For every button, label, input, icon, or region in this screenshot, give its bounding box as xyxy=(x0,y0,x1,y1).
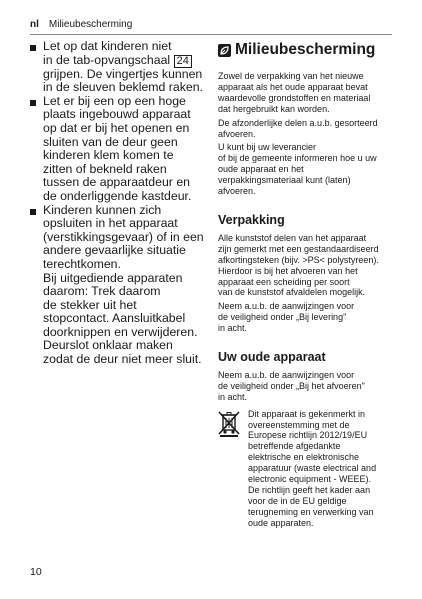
text-line: in acht. xyxy=(218,391,248,402)
text-line: waardevolle grondstoffen en materiaal xyxy=(218,92,371,103)
text-line: sluiten van de deur geen xyxy=(43,134,178,149)
text-line: overeenstemming met de xyxy=(248,419,350,430)
section-title-bar xyxy=(218,41,400,59)
intro-paragraphs xyxy=(218,71,400,197)
text-line: de stekker uit het xyxy=(43,297,137,312)
crossed-bin-icon xyxy=(218,411,240,529)
list-item xyxy=(30,40,212,95)
text-line: dat hergebruikt kan worden. xyxy=(218,103,330,114)
bullet-square-icon xyxy=(30,100,36,106)
text-line: apparatuur (waste electrical and xyxy=(248,463,377,474)
recycle-leaf-icon xyxy=(218,44,231,57)
text-line: in de tab-opvangschaal xyxy=(43,52,171,67)
text-line: grijpen. De vingertjes kunnen xyxy=(43,66,203,81)
header-section-title: Milieubescherming xyxy=(48,19,133,30)
bullet-square-icon xyxy=(30,45,36,51)
text-line: de veiligheid onder „Bij het afvoeren" xyxy=(218,380,365,391)
text-line: Let op dat kinderen niet xyxy=(43,39,172,53)
text-line: stopcontact. Aansluitkabel xyxy=(43,311,186,326)
text-line: oude apparaat en het xyxy=(218,164,304,175)
text-line: tussen de apparaatdeur en xyxy=(43,175,190,190)
text-line: Neem a.u.b. de aanwijzingen voor xyxy=(218,369,355,380)
text-line: plaats ingebouwd apparaat xyxy=(43,107,191,122)
text-line: andere gevaarlijke situatie xyxy=(43,243,186,258)
paragraph xyxy=(218,142,400,197)
old-appliance-paragraphs xyxy=(218,370,400,403)
text-line: in de sleuven beklemd raken. xyxy=(43,80,203,95)
text-line: elektrische en elektronische xyxy=(248,452,360,463)
page-header xyxy=(30,19,132,30)
text-line: Hierdoor is bij het afvoeren van het xyxy=(218,265,358,276)
text-line: Zowel de verpakking van het nieuwe xyxy=(218,71,364,81)
text-line: U kunt bij uw leverancier xyxy=(218,142,317,153)
text-line: afkortingsteken (bijv. >PS< polystyreen). xyxy=(218,254,379,265)
text-line: Deurslot onklaar maken xyxy=(43,338,173,353)
text-line: De afzonderlijke delen a.u.b. gesorteerd xyxy=(218,117,378,128)
text-line: betreffende afgedankte xyxy=(248,441,341,452)
text-line: Kinderen kunnen zich xyxy=(43,202,162,217)
paragraph xyxy=(218,118,400,140)
list-item xyxy=(30,204,212,367)
text-line: terechtkomen. xyxy=(43,256,121,271)
list-item xyxy=(30,95,212,204)
section-title: Milieubescherming xyxy=(235,41,376,59)
text-line: voor de in de EU geldige xyxy=(248,495,347,506)
text-line: Europese richtlijn 2012/19/EU xyxy=(248,430,368,441)
packaging-paragraphs xyxy=(218,233,400,334)
paragraph xyxy=(218,71,400,115)
packaging-heading: Verpakking xyxy=(218,212,285,227)
header-rule xyxy=(30,34,392,35)
text-line: daarom: Trek daarom xyxy=(43,284,161,299)
text-line: zijn gemerkt met een gestandaardiseerd xyxy=(218,243,379,254)
paragraph xyxy=(218,370,400,403)
text-line: Dit apparaat is gekenmerkt in xyxy=(248,408,366,419)
weee-text xyxy=(248,409,400,529)
environment-column xyxy=(218,41,400,529)
bullet-square-icon xyxy=(30,209,36,215)
text-line: verpakkingsmateriaal kunt (laten) xyxy=(218,175,351,186)
text-line: de onderliggende kastdeur. xyxy=(43,188,192,203)
paragraph xyxy=(218,301,400,334)
old-appliance-heading: Uw oude apparaat xyxy=(218,350,326,365)
text-line: de veiligheid onder „Bij levering" xyxy=(218,312,347,323)
text-line: doorknippen en verwijderen. xyxy=(43,324,198,339)
text-line: zodat de deur niet meer sluit. xyxy=(43,352,202,367)
text-line: kinderen klem komen te xyxy=(43,148,174,163)
text-line: afvoeren. xyxy=(218,186,256,197)
safety-list xyxy=(30,40,212,367)
paragraph xyxy=(218,233,400,298)
text-line: De richtlijn geeft het kader aan xyxy=(248,485,371,495)
text-line: apparaat een scheiding per soort xyxy=(218,276,350,287)
text-line: zitten of bekneld raken xyxy=(43,161,167,176)
page-number: 10 xyxy=(30,566,42,578)
text-line: terugneming en verwerking van xyxy=(248,506,374,517)
text-line: op dat er bij het openen en xyxy=(43,120,190,135)
text-line: afvoeren. xyxy=(218,128,256,139)
text-line: oude apparaten. xyxy=(248,517,314,528)
weee-notice xyxy=(218,409,400,529)
text-line: opsluiten in het apparaat xyxy=(43,216,178,231)
text-line: in acht. xyxy=(218,323,248,334)
safety-list-column xyxy=(30,40,212,367)
text-line: (verstikkingsgevaar) of in een xyxy=(43,229,204,244)
text-line: Bij uitgediende apparaten xyxy=(43,270,183,285)
text-line: Let er bij een op een hoge xyxy=(43,93,186,108)
text-line: electronic equipment - WEEE). xyxy=(248,474,372,485)
text-line: apparaat als het oude apparaat bevat xyxy=(218,81,368,92)
text-line: of bij de gemeente informeren hoe u uw xyxy=(218,153,377,164)
figure-reference: 24 xyxy=(174,55,192,68)
text-line: Neem a.u.b. de aanwijzingen voor xyxy=(218,301,355,312)
text-line: van de kunststof afvaldelen mogelijk. xyxy=(218,287,366,298)
language-code: nl xyxy=(30,19,39,30)
text-line: Alle kunststof delen van het apparaat xyxy=(218,232,367,243)
